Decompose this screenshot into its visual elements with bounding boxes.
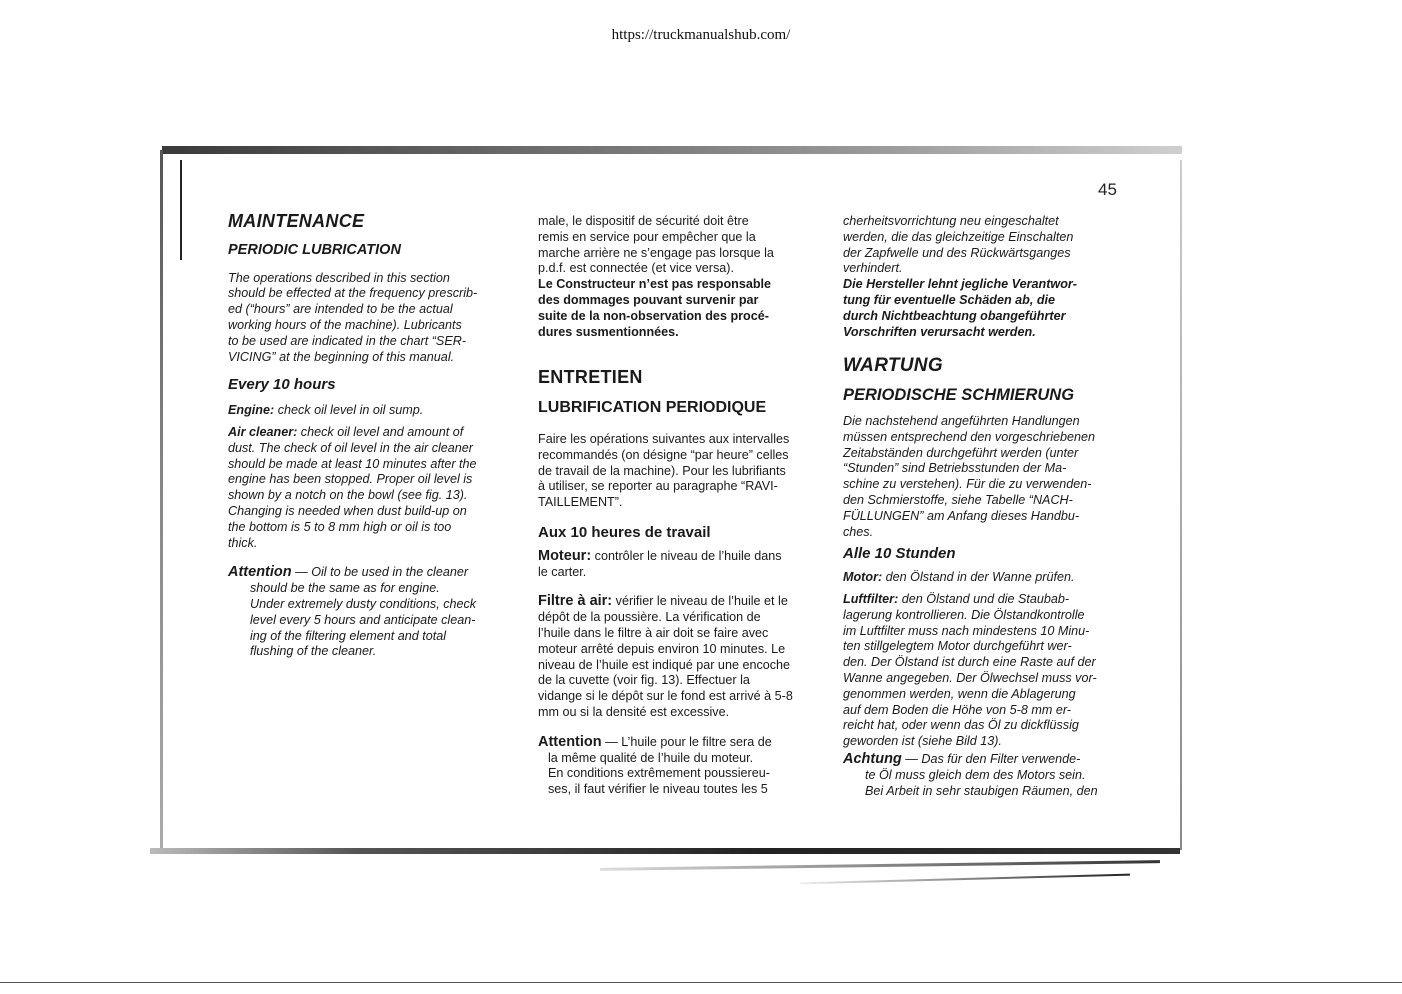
liability-notice: Le Constructeur n’est pas responsable des dommages pouvant survenir par suite de la non-observation des procé- dures susmentionnées. [538,277,772,339]
section-heading: WARTUNG [843,355,943,377]
air-cleaner-item: Filtre à air: vérifier le niveau de l’huile et le dépôt de la poussière. La vérification de l’huile dans le filtre à air doit se faire avec moteur arrêté depuis environ 10 minutes. Le niveau de l’huile est indiqué par une encoche de la cuvette (voir fig. 13). Effectuer la vidange si le dépôt sur le fond est arrivé à 5-8 mm ou si la densité est excessive. [538,593,793,719]
engine-item: Moteur: contrôler le niveau de l’huile dans le carter. [538,547,782,579]
air-cleaner-label: Air cleaner: [228,424,298,439]
carryover-paragraph: male, le dispositif de sécurité doit être remis en service pour empêcher que la marche arrière ne s’engage pas lorsque la p.d.f. est connectée (et vice versa). [538,214,774,276]
page-bottom-edge [150,848,1180,854]
attention-label: Achtung [843,750,902,767]
attention-label: Attention [538,733,602,750]
section-heading: ENTRETIEN [538,367,643,388]
page-binding-mark [180,160,182,260]
page-left-edge [160,150,163,850]
carryover-paragraph: cherheitsvorrichtung neu eingeschaltet werden, die das gleichzeitige Einschalten der Zapfwelle und des Rückwärtsganges verhindert. [843,214,1074,276]
air-cleaner-item: Luftfilter: den Ölstand und die Staubab- lagerung kontrollieren. Die Ölstandkontrolle im Luftfilter muss nach mindestens 10 Minu- ten stillgelegtem Motor durchgeführt wer- den. Der Ölstand ist durch eine Raste auf der Wanne angegeben. Der Ölwechsel muss vor- genommen werden, wenn die Ablagerung auf dem Boden die Höhe von 5-8 mm er- reicht hat, oder wenn das Öl zu dickflüssig geworden ist (siehe Bild 13). [843,591,1097,749]
liability-notice: Die Hersteller lehnt jegliche Verantwor- tung für eventuelle Schäden ab, die durch Nichtbeachtung obangeführter Vorschriften verursacht werden. [843,277,1077,339]
interval-heading: Aux 10 heures de travail [538,523,711,541]
engine-label: Engine: [228,403,275,418]
source-url: https://truckmanualshub.com/ [611,27,791,43]
attention-label: Attention [228,564,292,581]
intro-paragraph: Faire les opérations suivantes aux intervalles recommandés (on désigne “par heure” celles de travail de la machine). Pour les lubrifiants à utiliser, se reporter au paragraphe “RAVI- TAILLEMENT”. [538,431,790,510]
page-top-edge [162,146,1182,154]
attention-note: Achtung — Das für den Filter verwende- te Öl muss gleich dem des Motors sein. Bei Arbeit in sehr staubigen Räumen, den [843,750,1098,798]
intro-paragraph: Die nachstehend angeführten Handlungen müssen entsprechend den vorgeschriebenen Zeitabständen durchgeführt werden (unter “Stunden” sind Betriebsstunden der Ma- schine zu verstehen). Für die zu verwenden- den Schmierstoffe, siehe Tabelle “NACH- FÜLLUNGEN” am Anfang dieses Handbu- ches. [843,413,1096,539]
engine-label: Moteur: [538,547,592,564]
interval-heading: Alle 10 Stunden [843,545,956,563]
air-cleaner-label: Luftfilter: [843,591,899,606]
footer-rule [0,982,1402,983]
engine-text: check oil level in oil sump. [277,403,424,418]
german-column [843,214,1129,799]
section-subheading: PERIODIC LUBRICATION [228,241,401,258]
attention-note: Attention — Oil to be used in the cleaner should be the same as for engine. Under extremely dusty conditions, check level every 5 hours and anticipate clean- ing of the filtering element and total flushing of the cleaner. [228,564,477,659]
engine-item [228,403,518,419]
section-subheading: PERIODISCHE SCHMIERUNG [843,386,1075,405]
page-right-edge [1180,160,1182,850]
air-cleaner-item: Air cleaner: check oil level and amount of dust. The check of oil level in the air cleaner should be made at least 10 minutes after the engine has been stopped. Proper oil level is shown by a notch on the bowl (see fig. 13). Changing is needed when dust build-up on the bottom is 5 to 8 mm high or oil is too thick. [228,424,477,550]
attention-note: Attention — L’huile pour le filtre sera de la même qualité de l’huile du moteur. En conditions extrêmement poussiereu- ses, il faut vérifier le niveau toutes les 5 [538,733,772,797]
air-cleaner-label: Filtre à air: [538,593,613,610]
french-column [538,214,828,798]
engine-item: Motor: den Ölstand in der Wanne prüfen. [843,570,1075,585]
english-column [228,211,518,660]
interval-heading: Every 10 hours [228,376,336,394]
page-number: 45 [1098,180,1117,199]
page-stack-edge [800,874,1130,885]
section-heading: MAINTENANCE [228,211,365,231]
engine-label: Motor: [843,570,883,585]
page-stack-edge [600,860,1160,871]
intro-paragraph: The operations described in this section should be effected at the frequency prescrib- ed (“hours” are intended to be the actual working hours of the machine). Lubricants to be used are indicated in the chart “SER- VICING” at the beginning of this manual. [228,270,478,364]
section-subheading: LUBRIFICATION PERIODIQUE [538,399,767,417]
